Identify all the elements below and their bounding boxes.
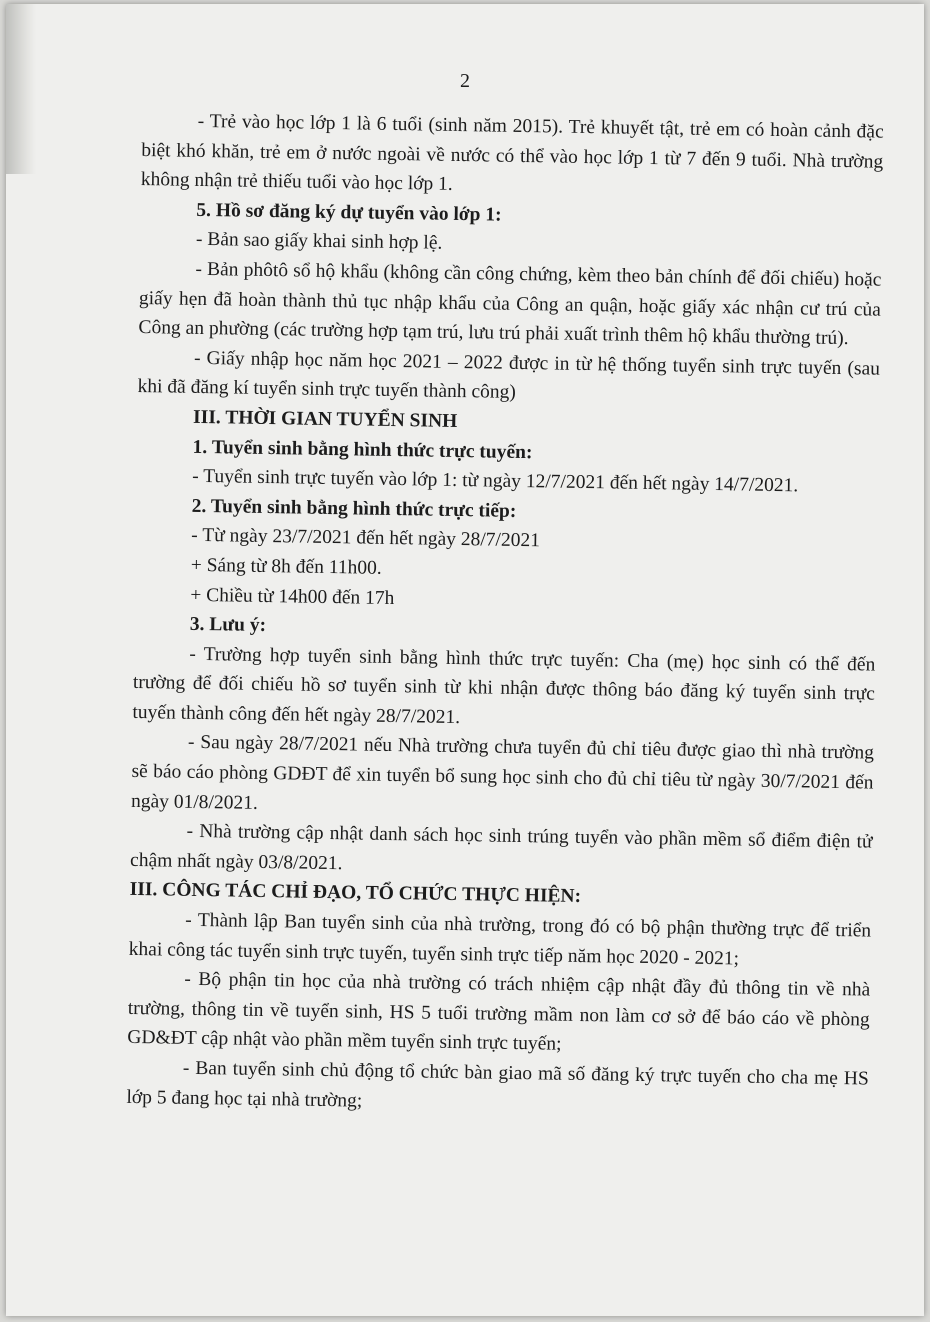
item-code-handover: - Ban tuyển sinh chủ động tổ chức bàn giao mã số đăng ký trực tuyến cho cha mẹ HS lớp 5 đang học tại nhà trường; [126,1057,869,1112]
heading-direct-enrollment: 2. Tuyển sinh bằng hình thức trực tiếp: [191,495,517,522]
item-direct-dates: - Từ ngày 23/7/2021 đến hết ngày 28/7/2021 [191,525,541,552]
item-afternoon-hours: + Chiều từ 14h00 đến 17h [190,584,395,609]
item-birth-certificate: - Bản sao giấy khai sinh hợp lệ. [195,229,443,255]
document-page [6,4,924,1316]
heading-notes: 3. Lưu ý: [189,613,267,637]
item-it-department: - Bộ phận tin học của nhà trường có trách nhiệm cập nhật đầy đủ thông tin về nhà trường, thông tin về tuyển sinh, HS 5 tuổi trường mầm non làm cơ sở để báo cáo về phòng GD&ĐT cập nhật vào phần mềm tuyển sinh trực tuyến; [127,968,871,1056]
item-morning-hours: + Sáng từ 8h đến 11h00. [190,554,382,579]
heading-online-enrollment: 1. Tuyển sinh bằng hình thức trực tuyến: [192,436,533,463]
paragraph-age-requirement: - Trẻ vào học lớp 1 là 6 tuổi (sinh năm 2015). Trẻ khuyết tật, trẻ em có hoàn cảnh đặc biệt khó khăn, trẻ em ở nước ngoài về nước có thể vào học lớp 1 từ 7 đến 9 tuổi. Nhà trường không nhận trẻ thiếu tuổi vào học lớp 1. [140,110,884,196]
item-enrollment-board: - Thành lập Ban tuyển sinh của nhà trường, trong đó có bộ phận thường trực để triển khai công tác tuyển sinh trực tuyến, tuyển sinh trực tiếp năm học 2020 - 2021; [128,909,872,970]
item-household-register: - Bản phôtô sổ hộ khẩu (không cần công chứng, kèm theo bản chính để đối chiếu) hoặc giấy hẹn đã hoàn thành thủ tục nhập khẩu của Công an quận, hoặc giấy xác nhận cư trú của Công an phường (các trường hợp tạm trú, lưu trú phải xuất trình thêm hộ khẩu thường trú). [138,258,882,350]
note-supplementary-enrollment: - Sau ngày 28/7/2021 nếu Nhà trường chưa tuyển đủ chỉ tiêu được giao thì nhà trường sẽ báo cáo phòng GDĐT để xin tuyển bổ sung học sinh cho đủ chỉ tiêu từ ngày 30/7/2021 đến ngày 01/8/2021. [130,732,875,814]
note-gradebook-update: - Nhà trường cập nhật danh sách học sinh trúng tuyển vào phần mềm sổ điểm điện tử chậm nhất ngày 03/8/2021. [129,821,873,875]
document-body [126,106,884,1124]
heading-direction-organization: III. CÔNG TÁC CHỈ ĐẠO, TỔ CHỨC THỰC HIỆN: [129,879,582,908]
page-number: 2 [460,70,470,92]
note-online-verification: - Trường hợp tuyển sinh bằng hình thức trực tuyến: Cha (mẹ) học sinh có thể đến trường để đối chiếu hồ sơ tuyển sinh từ khi nhận được thông báo đăng ký tuyển sinh trực tuyến thành công đến hết ngày 28/7/2021. [132,643,876,728]
heading-enrollment-time: III. THỜI GIAN TUYỂN SINH [192,406,458,432]
item-online-dates: - Tuyển sinh trực tuyến vào lớp 1: từ ngày 12/7/2021 đến hết ngày 14/7/2021. [192,465,799,497]
item-admission-paper: - Giấy nhập học năm học 2021 – 2022 được in từ hệ thống tuyển sinh trực tuyến (sau khi đã đăng kí tuyển sinh trực tuyến thành công) [137,347,881,404]
heading-application-documents: 5. Hồ sơ đăng ký dự tuyển vào lớp 1: [196,199,502,226]
